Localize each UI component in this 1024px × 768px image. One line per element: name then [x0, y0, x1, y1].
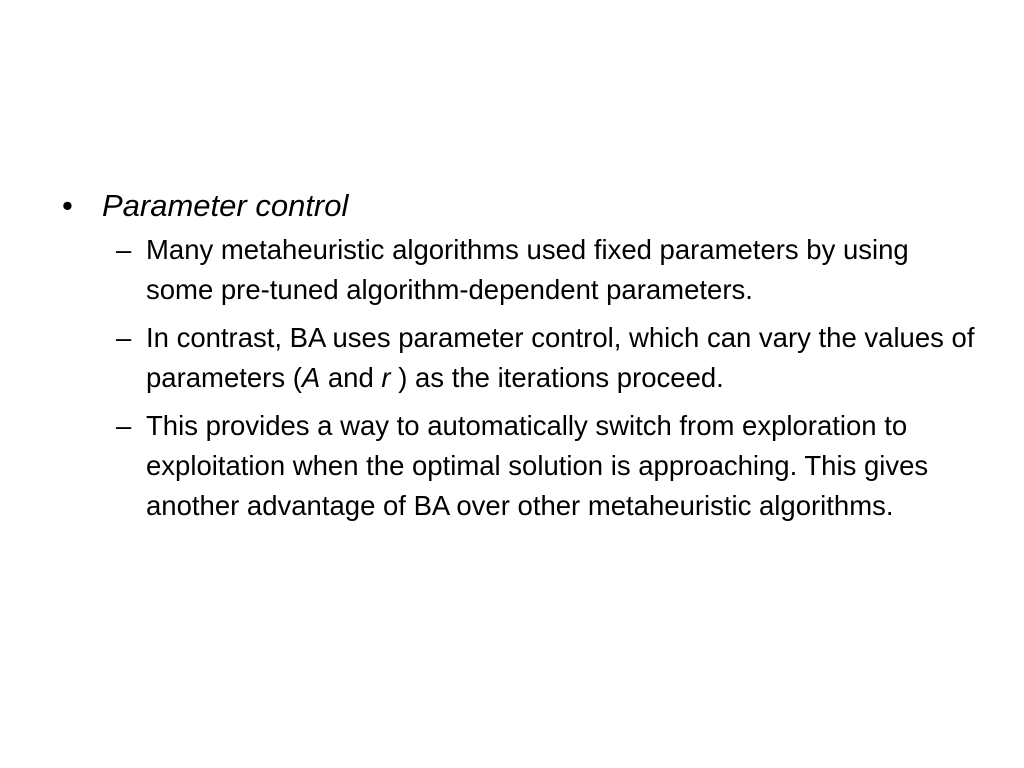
sub-bullet-parameter-control — [62, 318, 982, 398]
dash-icon: – — [116, 234, 132, 265]
sub-bullet-text — [146, 318, 982, 398]
sub-bullet-exploration-exploitation — [62, 406, 982, 526]
text-segment: In contrast, BA uses parameter control, which can vary the values of parameters ( — [146, 322, 975, 393]
slide-content — [62, 186, 982, 534]
bullet-icon: • — [62, 188, 73, 223]
bullet-heading: Parameter control — [102, 188, 349, 223]
sub-bullet-text: Many metaheuristic algorithms used fixed parameters by using some pre-tuned algorithm-dependent parameters. — [146, 234, 909, 305]
text-segment: ) as the iterations proceed. — [390, 362, 724, 393]
bullet-parameter-control — [62, 186, 982, 226]
sub-bullet-list — [62, 230, 982, 526]
variable-r: r — [381, 362, 391, 393]
sub-bullet-text: This provides a way to automatically switch from exploration to exploitation when the optimal solution is approaching. This gives another advantage of BA over other metaheuristic algorithms. — [146, 410, 929, 521]
text-segment: and — [320, 362, 382, 393]
dash-icon: – — [116, 410, 132, 441]
sub-bullet-fixed-parameters — [62, 230, 982, 310]
dash-icon: – — [116, 322, 132, 353]
variable-a: A — [301, 362, 321, 393]
